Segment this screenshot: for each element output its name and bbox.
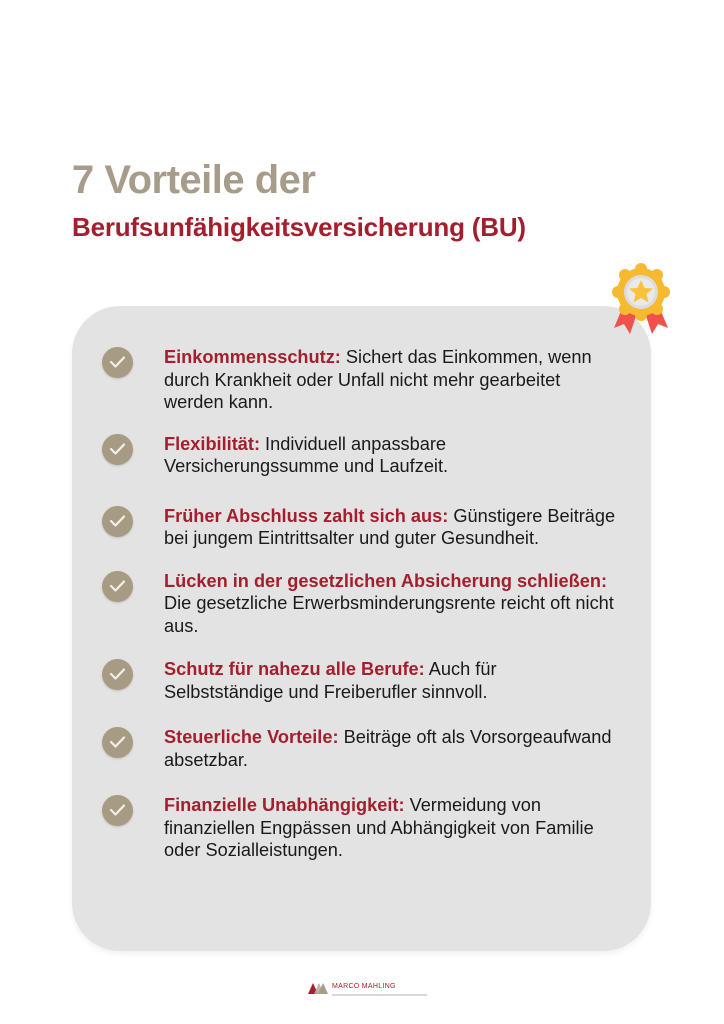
benefit-text: Sichert das Einkommen, wenn durch Krankheit oder Unfall nicht mehr gearbeitet werden kann. <box>164 347 592 412</box>
footer-logo <box>308 983 427 996</box>
benefit-text: Auch für Selbstständige und Freiberufler sinnvoll. <box>164 659 497 702</box>
checkmark-icon <box>102 795 133 826</box>
checkmark-icon <box>102 434 133 465</box>
benefit-title: Einkommensschutz: <box>164 347 341 367</box>
page-subtitle: Berufsunfähigkeitsversicherung (BU) <box>72 212 526 242</box>
benefit-item <box>100 794 620 862</box>
benefit-text: Vermeidung von finanziellen Engpässen und Abhängigkeit von Familie oder Sozialleistungen. <box>164 795 594 860</box>
benefit-text: Günstigere Beiträge bei jungem Eintrittsalter und guter Gesundheit. <box>164 505 616 548</box>
checkmark-icon <box>102 571 133 602</box>
benefit-title: Schutz für nahezu alle Berufe: <box>164 659 425 679</box>
checkmark-icon <box>102 727 133 758</box>
benefit-title: Steuerliche Vorteile: <box>164 727 339 747</box>
benefit-title: Früher Abschluss zahlt sich aus: <box>164 505 449 526</box>
footer-brand-name: MARCO MAHLING <box>332 983 396 990</box>
checkmark-icon <box>102 659 133 690</box>
benefit-title: Finanzielle Unabhängigkeit: <box>164 795 405 815</box>
benefit-text: Die gesetzliche Erwerbsminderungsrente reicht oft nicht aus. <box>164 593 614 636</box>
benefit-item <box>100 346 620 414</box>
benefit-item <box>100 433 620 478</box>
page-title: 7 Vorteile der <box>72 158 316 202</box>
benefit-title: Flexibilität: <box>164 433 260 454</box>
benefit-item <box>100 570 620 638</box>
benefit-title: Lücken in der gesetzlichen Absicherung schließen: <box>164 570 608 591</box>
benefit-text: Beiträge oft als Vorsorgeaufwand absetzbar. <box>164 727 612 770</box>
brand-logo-icon <box>308 983 328 994</box>
benefit-item <box>100 658 620 703</box>
checkmark-icon <box>102 506 133 537</box>
checkmark-icon <box>102 347 133 378</box>
award-ribbon-star-icon <box>606 262 676 338</box>
footer-tagline <box>332 994 427 996</box>
benefits-list <box>100 346 620 862</box>
benefit-text: Individuell anpassbare Versicherungssumme und Laufzeit. <box>164 433 449 476</box>
benefit-item <box>100 726 620 771</box>
benefit-item <box>100 505 620 550</box>
